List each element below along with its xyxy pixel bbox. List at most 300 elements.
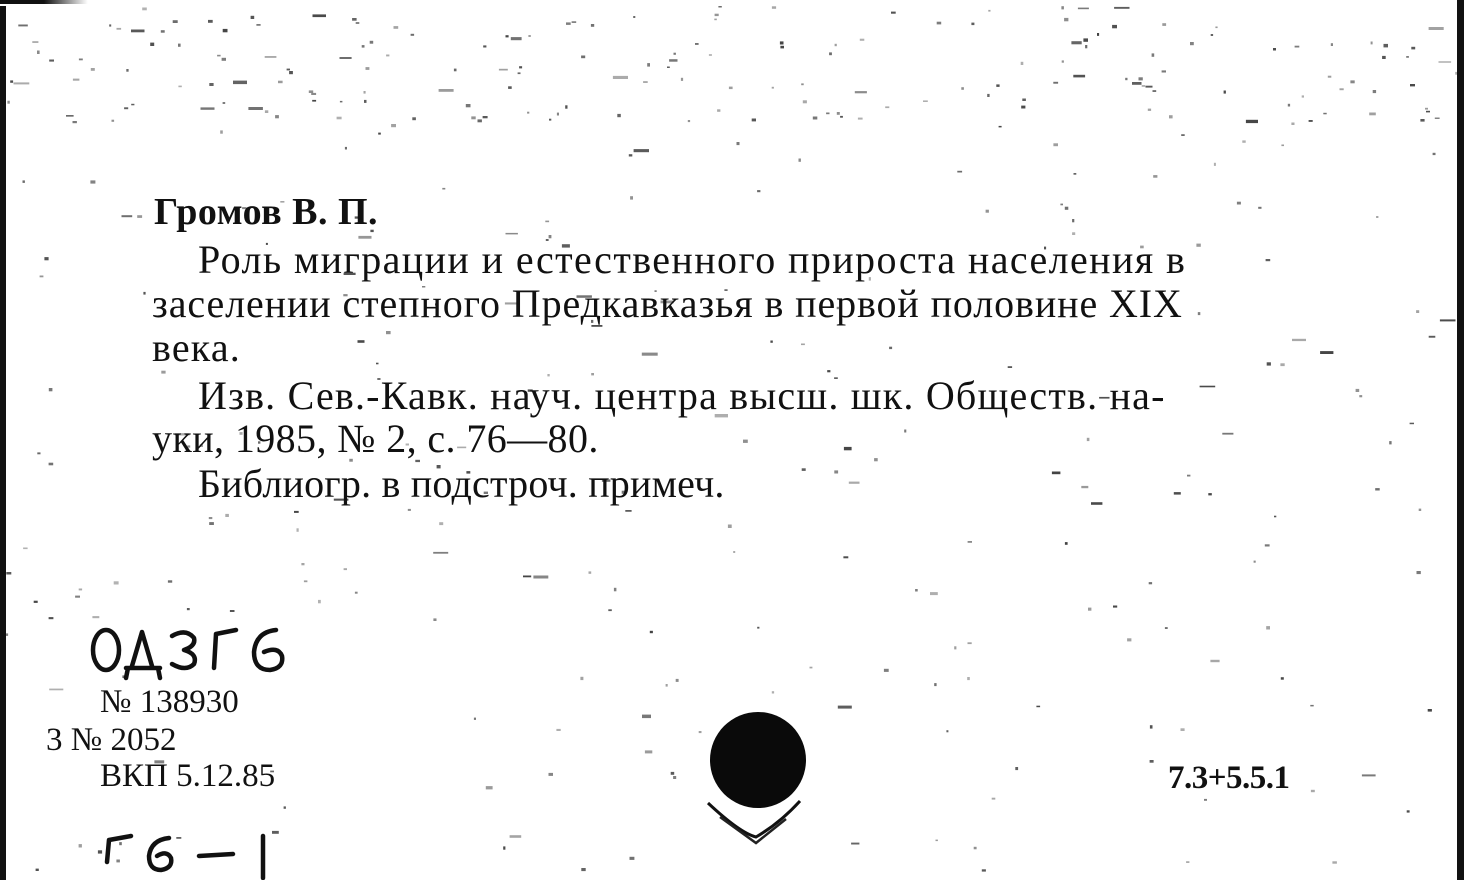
scan-speck [483,116,488,118]
scan-speck [511,37,522,40]
scan-speck [1053,82,1058,84]
scan-speck [370,41,374,44]
scan-speck [1266,259,1271,261]
scan-speck [1288,104,1290,107]
scan-speck [1169,115,1173,118]
scan-speck [557,113,559,116]
scan-speck [556,729,560,731]
scan-speck [1295,46,1300,48]
scan-speck [843,556,848,558]
scan-speck [934,683,936,686]
scan-speck [688,120,690,122]
scan-speck [1187,475,1190,477]
scan-speck [1083,38,1088,41]
scan-speck [1267,362,1271,365]
scan-speck [478,119,482,122]
scan-speck [936,840,938,842]
scan-speck [1021,62,1024,65]
scan-speck [1149,582,1152,584]
scan-speck [91,68,95,71]
scan-speck [1340,88,1344,90]
scan-speck [1310,705,1313,707]
scan-speck [728,525,732,529]
scan-speck [844,447,852,450]
scan-speck [1281,677,1284,680]
scan-speck [527,112,529,114]
scan-speck [1114,7,1129,9]
scan-speck [996,84,999,87]
scan-speck [1125,78,1127,80]
scan-speck [1148,109,1151,111]
scan-speck [1426,111,1430,113]
scan-speck [1181,134,1185,136]
scan-speck [79,59,83,61]
scan-speck [837,112,840,115]
scan-speck [533,576,548,579]
scan-speck [1266,626,1270,629]
scan-speck [971,23,974,26]
scan-speck [957,171,962,173]
scan-speck [566,22,571,25]
scan-speck [510,835,522,838]
scan-speck [545,221,549,223]
scan-speck [265,56,277,58]
scan-speck [1015,767,1018,770]
scan-speck [49,617,54,619]
scan-speck [508,86,512,89]
scan-speck [780,41,784,44]
scan-speck [1309,120,1313,122]
scan-speck [1429,336,1436,338]
scan-speck [1112,25,1117,28]
scan-speck [884,669,889,672]
scan-speck [178,86,181,88]
scan-speck [173,20,178,23]
scan-speck [256,24,260,26]
scan-speck [1265,544,1270,546]
author-heading: Громов В. П. [154,191,379,233]
scan-speck [356,22,360,24]
scan-speck [287,69,290,71]
scan-speck [642,353,658,356]
scan-speck [1350,80,1354,83]
scan-speck [209,517,213,519]
scan-speck [1280,363,1284,366]
scan-speck [1074,173,1077,175]
scan-speck [799,159,801,162]
scan-speck [275,115,279,118]
scan-speck [412,117,416,120]
scan-speck [439,522,443,525]
scan-speck [32,41,38,43]
scan-speck [394,26,399,29]
scan-speck [1022,99,1026,102]
scan-speck [474,718,476,720]
scan-speck [1113,606,1117,608]
scan-speck [471,116,475,119]
scan-speck [408,509,411,511]
scan-speck [851,843,859,845]
scan-speck [23,548,28,550]
scan-speck [855,91,867,93]
scan-speck [1359,395,1362,397]
scan-speck [178,44,181,47]
scan-speck [591,24,594,27]
scan-speck [580,677,583,680]
scan-speck [265,110,268,113]
scan-speck [358,340,365,343]
scan-speck [1331,43,1333,46]
scan-speck [968,642,972,644]
scan-speck [14,82,30,84]
scan-speck [987,94,989,97]
scan-speck [961,87,964,90]
scan-speck [1273,48,1276,51]
scan-speck [6,633,8,636]
scan-speck [874,458,878,461]
scan-speck [695,43,699,45]
scan-speck [674,53,676,55]
scan-speck [1052,472,1061,475]
scan-speck [737,142,740,145]
scan-speck [209,522,214,525]
scan-speck [1384,44,1389,48]
scan-speck [223,102,226,104]
scan-speck [486,786,493,789]
scan-speck [630,857,635,860]
source-line-1: Изв. Сев.-Кавк. науч. центра высш. шк. Обществ. на- [198,373,1166,418]
title-line-3: века. [152,325,241,370]
scan-speck [1081,486,1088,488]
scan-speck [937,22,942,25]
scan-speck [506,35,509,37]
scan-speck [780,46,784,49]
scan-speck [757,190,760,192]
scan-speck [581,56,585,59]
handwritten-code-bottom [95,820,295,880]
scan-speck [757,627,759,629]
scan-speck [523,576,531,578]
scan-speck [528,35,530,37]
scan-speck [1186,861,1189,863]
scan-speck [433,552,448,554]
scan-speck [645,750,652,753]
scan-speck [112,120,115,122]
scan-speck [304,580,308,582]
scan-speck [1258,207,1261,209]
scan-speck [988,10,990,12]
scan-speck [834,470,838,473]
scan-speck [37,51,40,55]
scan-speck [885,106,889,108]
scan-speck [1132,82,1142,85]
scan-speck [1420,119,1424,122]
scan-speck [1407,810,1410,812]
scan-speck [669,59,677,62]
scan-speck [733,551,735,553]
scan-speck [647,63,650,67]
scan-speck [161,30,165,33]
scan-speck [124,107,128,109]
scan-speck [1376,216,1378,218]
scan-speck [1439,61,1452,63]
title-line-2: заселении степного Предкавказья в первой половине XIX [152,281,1183,326]
scan-speck [810,667,813,669]
scan-speck [66,115,74,117]
scan-speck [1373,90,1376,93]
scan-speck [923,100,928,102]
scan-speck [608,609,612,611]
scan-speck [667,67,670,69]
scan-speck [813,117,818,120]
scan-speck [1211,34,1213,36]
scan-speck [829,52,832,55]
scan-speck [312,100,316,102]
scan-speck [209,83,213,86]
scan-speck [715,14,719,16]
scan-speck [1210,660,1219,662]
scan-speck [1274,516,1276,518]
registration-date: ВКП 5.12.85 [100,758,276,794]
scan-speck [1061,6,1064,9]
scan-speck [634,149,649,152]
scan-speck [718,6,721,8]
scan-speck [974,847,977,850]
scan-speck [161,371,165,374]
scan-speck [849,482,860,484]
scan-speck [294,511,299,513]
handwritten-code-top [80,610,320,690]
scan-speck [34,601,38,603]
scan-speck [1292,339,1306,341]
scan-speck [968,541,972,543]
scan-speck [37,452,40,454]
scan-speck [681,78,683,81]
scan-speck [1060,204,1063,206]
scan-speck [826,113,829,115]
scan-speck [572,21,577,23]
scan-speck [49,463,54,466]
scan-speck [309,90,313,93]
scan-speck [518,72,521,74]
scan-speck [1222,433,1233,435]
scan-speck [642,715,651,719]
scan-speck [386,55,389,57]
scan-speck [1198,312,1201,315]
scan-speck [75,596,80,598]
scan-speck [1065,542,1068,545]
scan-speck [364,91,366,94]
scan-speck [801,344,805,346]
scan-speck [801,83,804,85]
order-number: 3 № 2052 [46,722,177,758]
scan-speck [49,388,53,391]
scan-speck [614,588,617,592]
scan-speck [666,684,668,687]
scan-speck [1078,8,1089,10]
scan-speck [439,89,454,92]
bibliography-note: Библиогр. в подстроч. примеч. [198,461,725,506]
scan-speck [915,589,918,592]
scan-speck [1162,70,1166,72]
scan-speck [233,81,247,85]
scan-speck [1097,33,1099,36]
scan-speck [1174,492,1181,495]
scan-speck [217,55,221,57]
scan-speck [1190,42,1194,45]
scan-speck [126,69,128,72]
scan-speck [1208,493,1212,495]
scan-speck [772,6,776,9]
scan-speck [650,631,653,633]
scan-speck [1215,27,1217,29]
scan-speck [1150,725,1153,728]
scan-edge-left [0,6,6,880]
scan-speck [1323,113,1326,115]
scan-speck [629,154,633,156]
scan-speck [1417,571,1421,574]
scan-speck [1200,386,1216,388]
scan-speck [1433,153,1436,155]
scan-speck [1328,76,1332,78]
scan-speck [1410,423,1414,425]
scan-speck [1088,608,1091,611]
scan-speck [1291,123,1294,126]
scan-speck [889,347,892,349]
scan-speck [23,180,25,183]
scan-speck [506,233,518,235]
scan-speck [1237,202,1241,205]
scan-speck [318,600,321,603]
scan-speck [442,188,445,190]
scan-speck [73,121,77,123]
scan-speck [114,581,119,584]
scan-speck [6,572,11,575]
scan-speck [1091,502,1102,505]
scan-speck [466,104,471,107]
scan-speck [1246,120,1258,123]
scan-speck [1254,561,1256,563]
scan-speck [376,363,379,365]
scan-edge-top [0,0,1464,4]
scan-speck [673,776,676,779]
scan-speck [248,107,263,110]
scan-speck [378,133,381,135]
scan-speck [1065,207,1069,210]
scan-speck [1416,310,1419,313]
scan-speck [1320,351,1333,354]
scan-speck [549,119,551,121]
scan-speck [589,571,592,573]
scan-speck [565,105,567,108]
scan-speck [344,568,347,570]
scan-speck [18,25,28,27]
scan-speck [391,124,396,127]
scan-speck [1053,143,1058,146]
scan-speck [220,130,223,133]
scan-speck [1142,85,1146,87]
scan-speck [40,276,44,278]
scan-speck [364,100,367,103]
scan-speck [643,81,648,83]
scan-speck [982,869,986,871]
scan-speck [1435,118,1440,120]
scan-speck [137,215,142,218]
scan-speck [930,592,938,595]
scan-speck [1242,140,1245,142]
scan-edge-right [1457,0,1464,880]
scan-speck [433,618,436,621]
scan-speck [297,528,299,532]
scan-speck [1073,75,1085,78]
scan-speck [150,43,154,46]
scan-speck [289,71,293,74]
scan-speck [1382,56,1386,59]
scan-speck [803,100,807,103]
scan-speck [904,430,906,433]
scan-speck [633,16,635,18]
scan-speck [625,510,631,512]
scan-speck [36,869,39,871]
scan-speck [1410,84,1415,86]
scan-speck [1362,774,1376,776]
scan-speck [366,67,370,70]
scan-speck [671,772,675,775]
scan-speck [1071,41,1081,44]
scan-speck [838,706,852,709]
scan-speck [549,773,554,776]
scan-speck [1371,42,1373,45]
scan-speck [278,81,283,84]
scan-speck [223,29,228,32]
scan-speck [581,868,585,871]
scan-speck [386,331,391,334]
scan-speck [891,12,896,14]
scan-speck [1311,790,1315,792]
scan-speck [109,24,111,26]
scan-speck [352,18,357,21]
scan-speck [954,646,956,649]
scan-speck [1146,86,1153,88]
scan-speck [301,563,304,565]
scan-speck [714,19,717,21]
scan-speck [630,196,633,199]
scan-speck [1064,18,1068,21]
scan-speck [802,468,806,471]
scan-speck [709,54,712,56]
scan-speck [617,114,621,117]
scan-speck [251,16,255,19]
scan-speck [337,117,342,120]
scan-speck [1085,45,1087,48]
scan-speck [362,45,365,48]
scan-speck [752,119,756,122]
scan-speck [131,104,134,106]
scan-speck [1428,709,1432,712]
inventory-number: № 138930 [100,684,239,720]
scan-speck [340,57,352,59]
scan-speck [1162,23,1166,26]
scan-speck [1127,638,1131,641]
scan-speck [613,76,628,79]
scan-speck [168,580,172,582]
scan-speck [44,257,48,260]
scan-speck [1139,77,1143,80]
scan-speck [772,87,774,89]
scan-speck [840,116,843,118]
scan-speck [411,34,415,36]
scan-speck [142,8,147,11]
